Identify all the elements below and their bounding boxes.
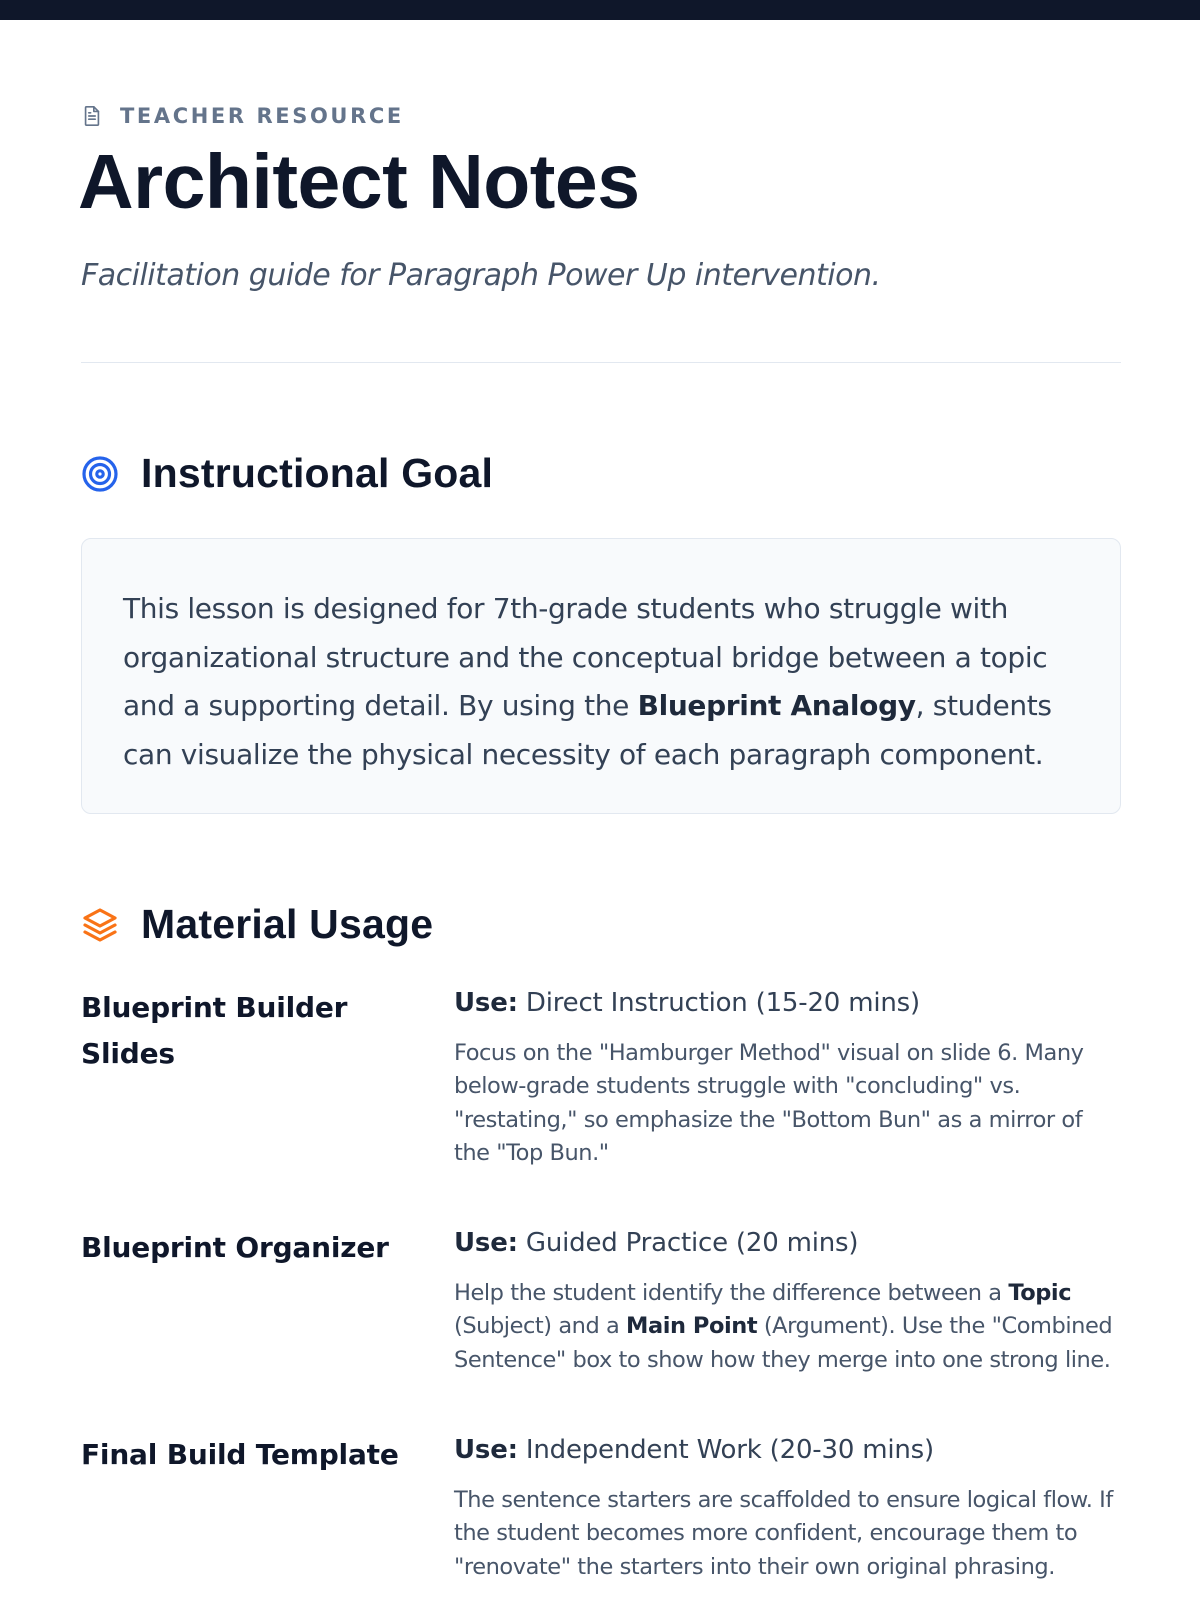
page-title: Architect Notes [78,139,640,225]
target-icon [81,455,119,493]
goal-callout [81,538,1121,814]
material-description: Focus on the "Hamburger Method" visual on slide 6. Many below-grade students struggle with "concluding" vs. "restating," so emphasize the "Bottom Bun" as a mirror of the "Top Bun." [454,1040,1084,1166]
goal-heading: Instructional Goal [141,450,494,496]
goal-section-header [81,450,493,497]
material-use: Use: Independent Work (20-30 mins) [454,1435,934,1465]
material-use: Use: Direct Instruction (15-20 mins) [454,988,920,1018]
eyebrow-label: TEACHER RESOURCE [120,104,404,128]
divider [81,362,1121,363]
layers-icon [81,906,119,944]
material-name: Blueprint Builder Slides [81,991,348,1070]
goal-bold-term: Blueprint Analogy [637,689,916,722]
material-name: Blueprint Organizer [81,1231,389,1264]
material-description: The sentence starters are scaffolded to ensure logical flow. If the student becomes more confident, encourage them to "renovate" the starters into their own original phrasing. [454,1487,1113,1580]
page-subtitle: Facilitation guide for Paragraph Power Up intervention. [81,258,881,293]
document-icon [81,105,103,127]
materials-section-header [81,901,433,948]
material-use: Use: Guided Practice (20 mins) [454,1228,859,1258]
goal-text: This lesson is designed for 7th-grade students who struggle with organizational structure and the conceptual bridge between a topic and a supporting detail. By using the Blueprint Analogy, students can visualize the physical necessity of each paragraph component. [123,592,1052,771]
material-description: Help the student identify the difference between a Topic (Subject) and a Main Point (Argument). Use the "Combined Sentence" box to show how they merge into one strong line. [454,1280,1113,1373]
eyebrow [81,104,404,128]
material-name: Final Build Template [81,1438,399,1471]
materials-heading: Material Usage [141,901,434,947]
top-bar [0,0,1200,20]
